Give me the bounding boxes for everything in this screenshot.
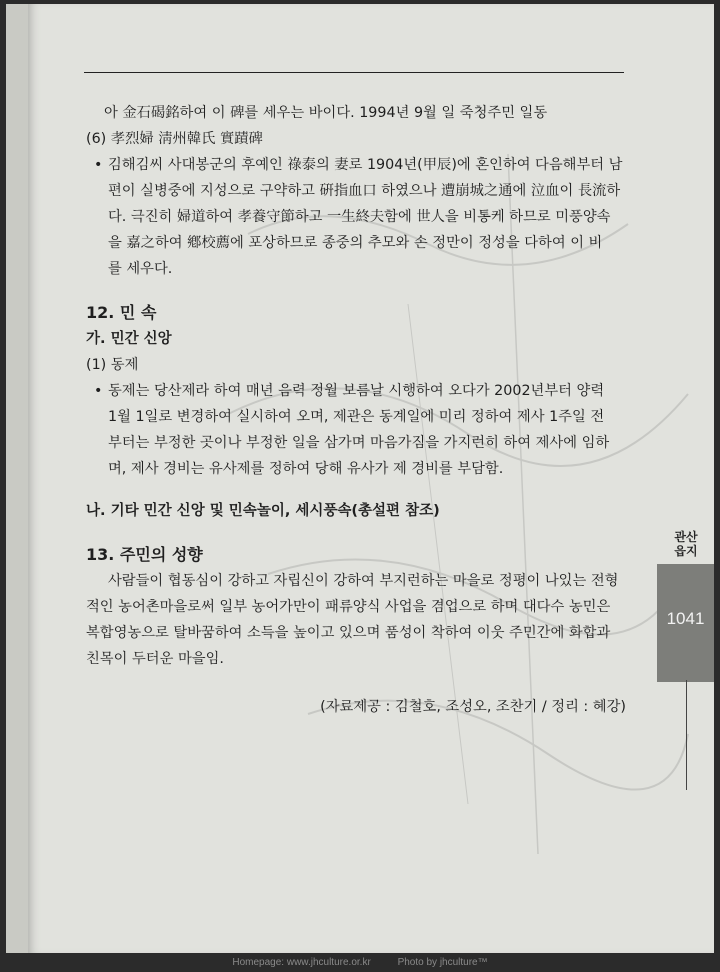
paragraph-line: 1월 1일로 변경하여 실시하여 오며, 제관은 동계일에 미리 정하여 제사 1주일 전 (108, 409, 605, 425)
section-13-paragraph (86, 568, 626, 594)
photo-footer (0, 953, 720, 972)
item-6-paragraph (86, 152, 626, 282)
paragraph-line: 복합영농으로 탈바꿈하여 소득을 높이고 있으며 품성이 착하여 이웃 주민간에 화합과 (86, 625, 611, 641)
paragraph-line: 적인 농어촌마을로써 일부 농어가만이 패류양식 사업을 겸업으로 하며 대다수 농민은 (86, 599, 611, 615)
paragraph-line: 사람들이 협동심이 강하고 자립신이 강하여 부지런하는 마을로 정평이 나있는 전형 (108, 573, 619, 589)
paragraph-line: 다. 극진히 婦道하여 孝養守節하고 一生終夫함에 世人을 비통케 하므로 미풍양속 (108, 209, 611, 225)
homepage-text: Homepage: www.jhculture.or.kr (232, 957, 371, 968)
page-body (86, 100, 626, 720)
item-1-heading: (1) 동제 (86, 357, 139, 373)
photo-credit-text: Photo by jhculture™ (397, 957, 488, 968)
source-credit: (자료제공 : 김철호, 조성오, 조찬기 / 정리 : 혜강) (320, 699, 626, 715)
paragraph-line: 친목이 두터운 마을임. (86, 651, 224, 667)
paragraph-line: 동제는 당산제라 하여 매년 음력 정월 보름날 시행하여 오다가 2002년부터 양력 (108, 383, 605, 399)
paragraph-line: 부터는 부정한 곳이나 부정한 일을 삼가며 마음가짐을 가지런히 하여 제사에 임하 (108, 435, 610, 451)
book-page (28, 4, 714, 953)
item-1-paragraph (86, 378, 626, 482)
subsection-ga-title: 가. 민간 신앙 (86, 331, 172, 347)
subsection-na-title: 나. 기타 민간 신앙 및 민속놀이, 세시풍속(총설편 참조) (86, 503, 440, 519)
section-12-title: 12. 민 속 (86, 303, 157, 322)
side-rule (686, 680, 687, 790)
section-13-title: 13. 주민의 성향 (86, 545, 203, 564)
paragraph-line: 며, 제사 경비는 유사제를 정하여 당해 유사가 제 경비를 부담함. (108, 461, 504, 477)
book-scan (6, 4, 714, 953)
paragraph-line: 을 嘉之하여 鄕校薦에 포상하므로 종중의 추모와 손 정만이 정성을 다하여 이 비 (108, 235, 603, 251)
item-6-heading: (6) 孝烈婦 淸州韓氏 實蹟碑 (86, 131, 263, 147)
bullet-icon: • (94, 157, 103, 173)
paragraph-line: 를 세우다. (108, 261, 173, 277)
paragraph-line: 김해김씨 사대봉군의 후예인 祿泰의 妻로 1904년(甲辰)에 혼인하여 다음해부터 남 (108, 157, 623, 173)
side-chapter-label: 관산읍지 (674, 530, 698, 558)
paragraph-line: 편이 실병중에 지성으로 구약하고 硏指血口 하였으나 遭崩城之通에 泣血이 長流하 (108, 183, 621, 199)
bullet-icon: • (94, 383, 103, 399)
header-rule (84, 72, 624, 73)
inscription-closing-line: 아 金石碣銘하여 이 碑를 세우는 바이다. 1994년 9월 일 죽청주민 일동 (104, 105, 548, 121)
page-number: 1041 (666, 609, 705, 628)
